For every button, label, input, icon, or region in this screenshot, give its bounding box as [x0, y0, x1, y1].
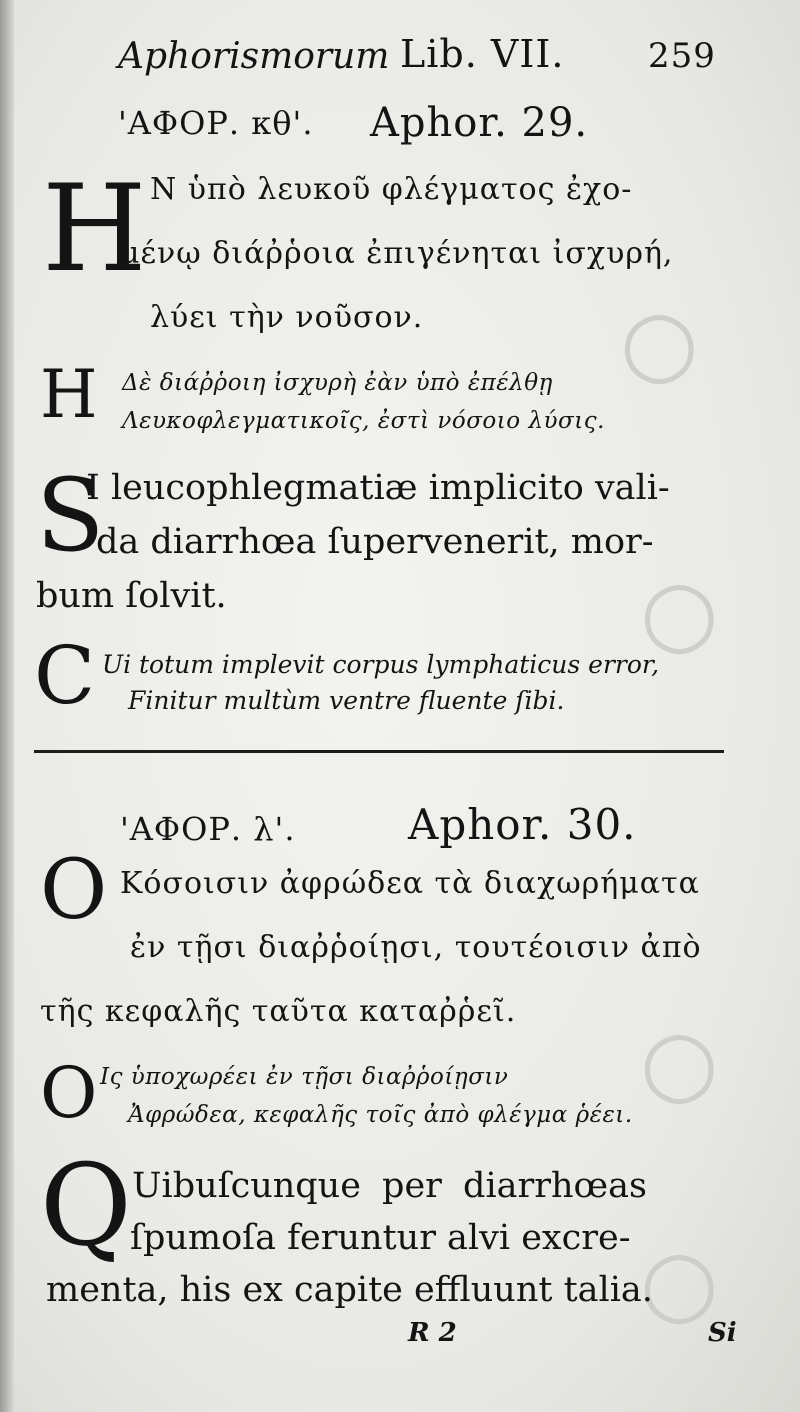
- text-line: μένῳ διάῤῥοια ἐπιγένηται ἰσχυρή,: [120, 236, 674, 271]
- text-line: Ἀφρώδεα, κεφαλῆς τοῖς ἀπὸ φλέγμα ῥέει.: [128, 1102, 633, 1128]
- text-line: da diarrhœa ſupervenerit, mor-: [96, 522, 654, 562]
- bleed-through-mark: ○: [640, 560, 719, 665]
- aphorism-30-heading-greek: 'ΑΦΟΡ. λ'.: [120, 810, 296, 848]
- aphorism-29-heading-greek: 'ΑΦΟΡ. κθ'.: [118, 104, 314, 142]
- text-line: Δὲ διάῤῥοιη ἰσχυρὴ ἐὰν ὑπὸ ἐπέλθῃ: [122, 370, 553, 396]
- text-line: ἐν τῇσι διαῤῥοίῃσι, τουτέοισιν ἀπὸ: [130, 930, 702, 965]
- text-line: Ui totum implevit corpus lymphaticus error,: [102, 650, 660, 679]
- text-line: Ις ὑποχωρέει ἐν τῇσι διαῤῥοίῃσιν: [100, 1064, 509, 1090]
- text-line: bum ſolvit.: [36, 576, 227, 616]
- text-line: ſpumoſa feruntur alvi excre-: [130, 1218, 631, 1258]
- aphorism-30-heading-latin: Aphor. 30.: [408, 800, 637, 849]
- section-divider: [34, 750, 724, 753]
- drop-cap-initial: O: [40, 1052, 98, 1134]
- bleed-through-mark: ○: [640, 1230, 719, 1335]
- running-head-title: Aphorismorum: [118, 36, 390, 77]
- text-line: Λευκοφλεγματικοῖς, ἐστὶ νόσοιο λύσις.: [122, 408, 605, 434]
- text-line: Finitur multùm ventre fluente ſibi.: [128, 686, 565, 715]
- drop-cap-initial: H: [42, 160, 147, 299]
- text-line: τῆς κεφαλῆς ταῦτα καταῤῥεῖ.: [40, 994, 517, 1029]
- drop-cap-initial: O: [40, 843, 108, 938]
- bleed-through-mark: ○: [640, 1010, 719, 1115]
- text-line: Uibuſcunque per diarrhœas: [132, 1166, 647, 1206]
- text-line: menta, his ex capite effluunt talia.: [46, 1270, 653, 1310]
- signature-mark: R 2: [408, 1318, 457, 1348]
- text-line: Κόσοισιν ἀφρώδεα τὰ διαχωρήματα: [120, 866, 700, 901]
- text-line: λύει τὴν νοῦσον.: [150, 300, 424, 335]
- aphorism-29-heading-latin: Aphor. 29.: [370, 100, 589, 146]
- bleed-through-mark: ○: [620, 290, 699, 395]
- drop-cap-initial: Q: [40, 1141, 132, 1271]
- text-line: I leucophlegmatiæ implicito vali-: [86, 468, 670, 508]
- drop-cap-initial: S: [36, 457, 105, 574]
- page-number: 259: [648, 36, 716, 76]
- text-line: Ν ὑπὸ λευκοῦ φλέγματος ἐχο-: [150, 172, 633, 207]
- drop-cap-initial: C: [34, 629, 96, 722]
- drop-cap-initial: H: [40, 356, 98, 433]
- catchword: Si: [708, 1318, 737, 1348]
- running-head-book: Lib. VII.: [400, 32, 565, 76]
- page-binding-shadow: [0, 0, 14, 1412]
